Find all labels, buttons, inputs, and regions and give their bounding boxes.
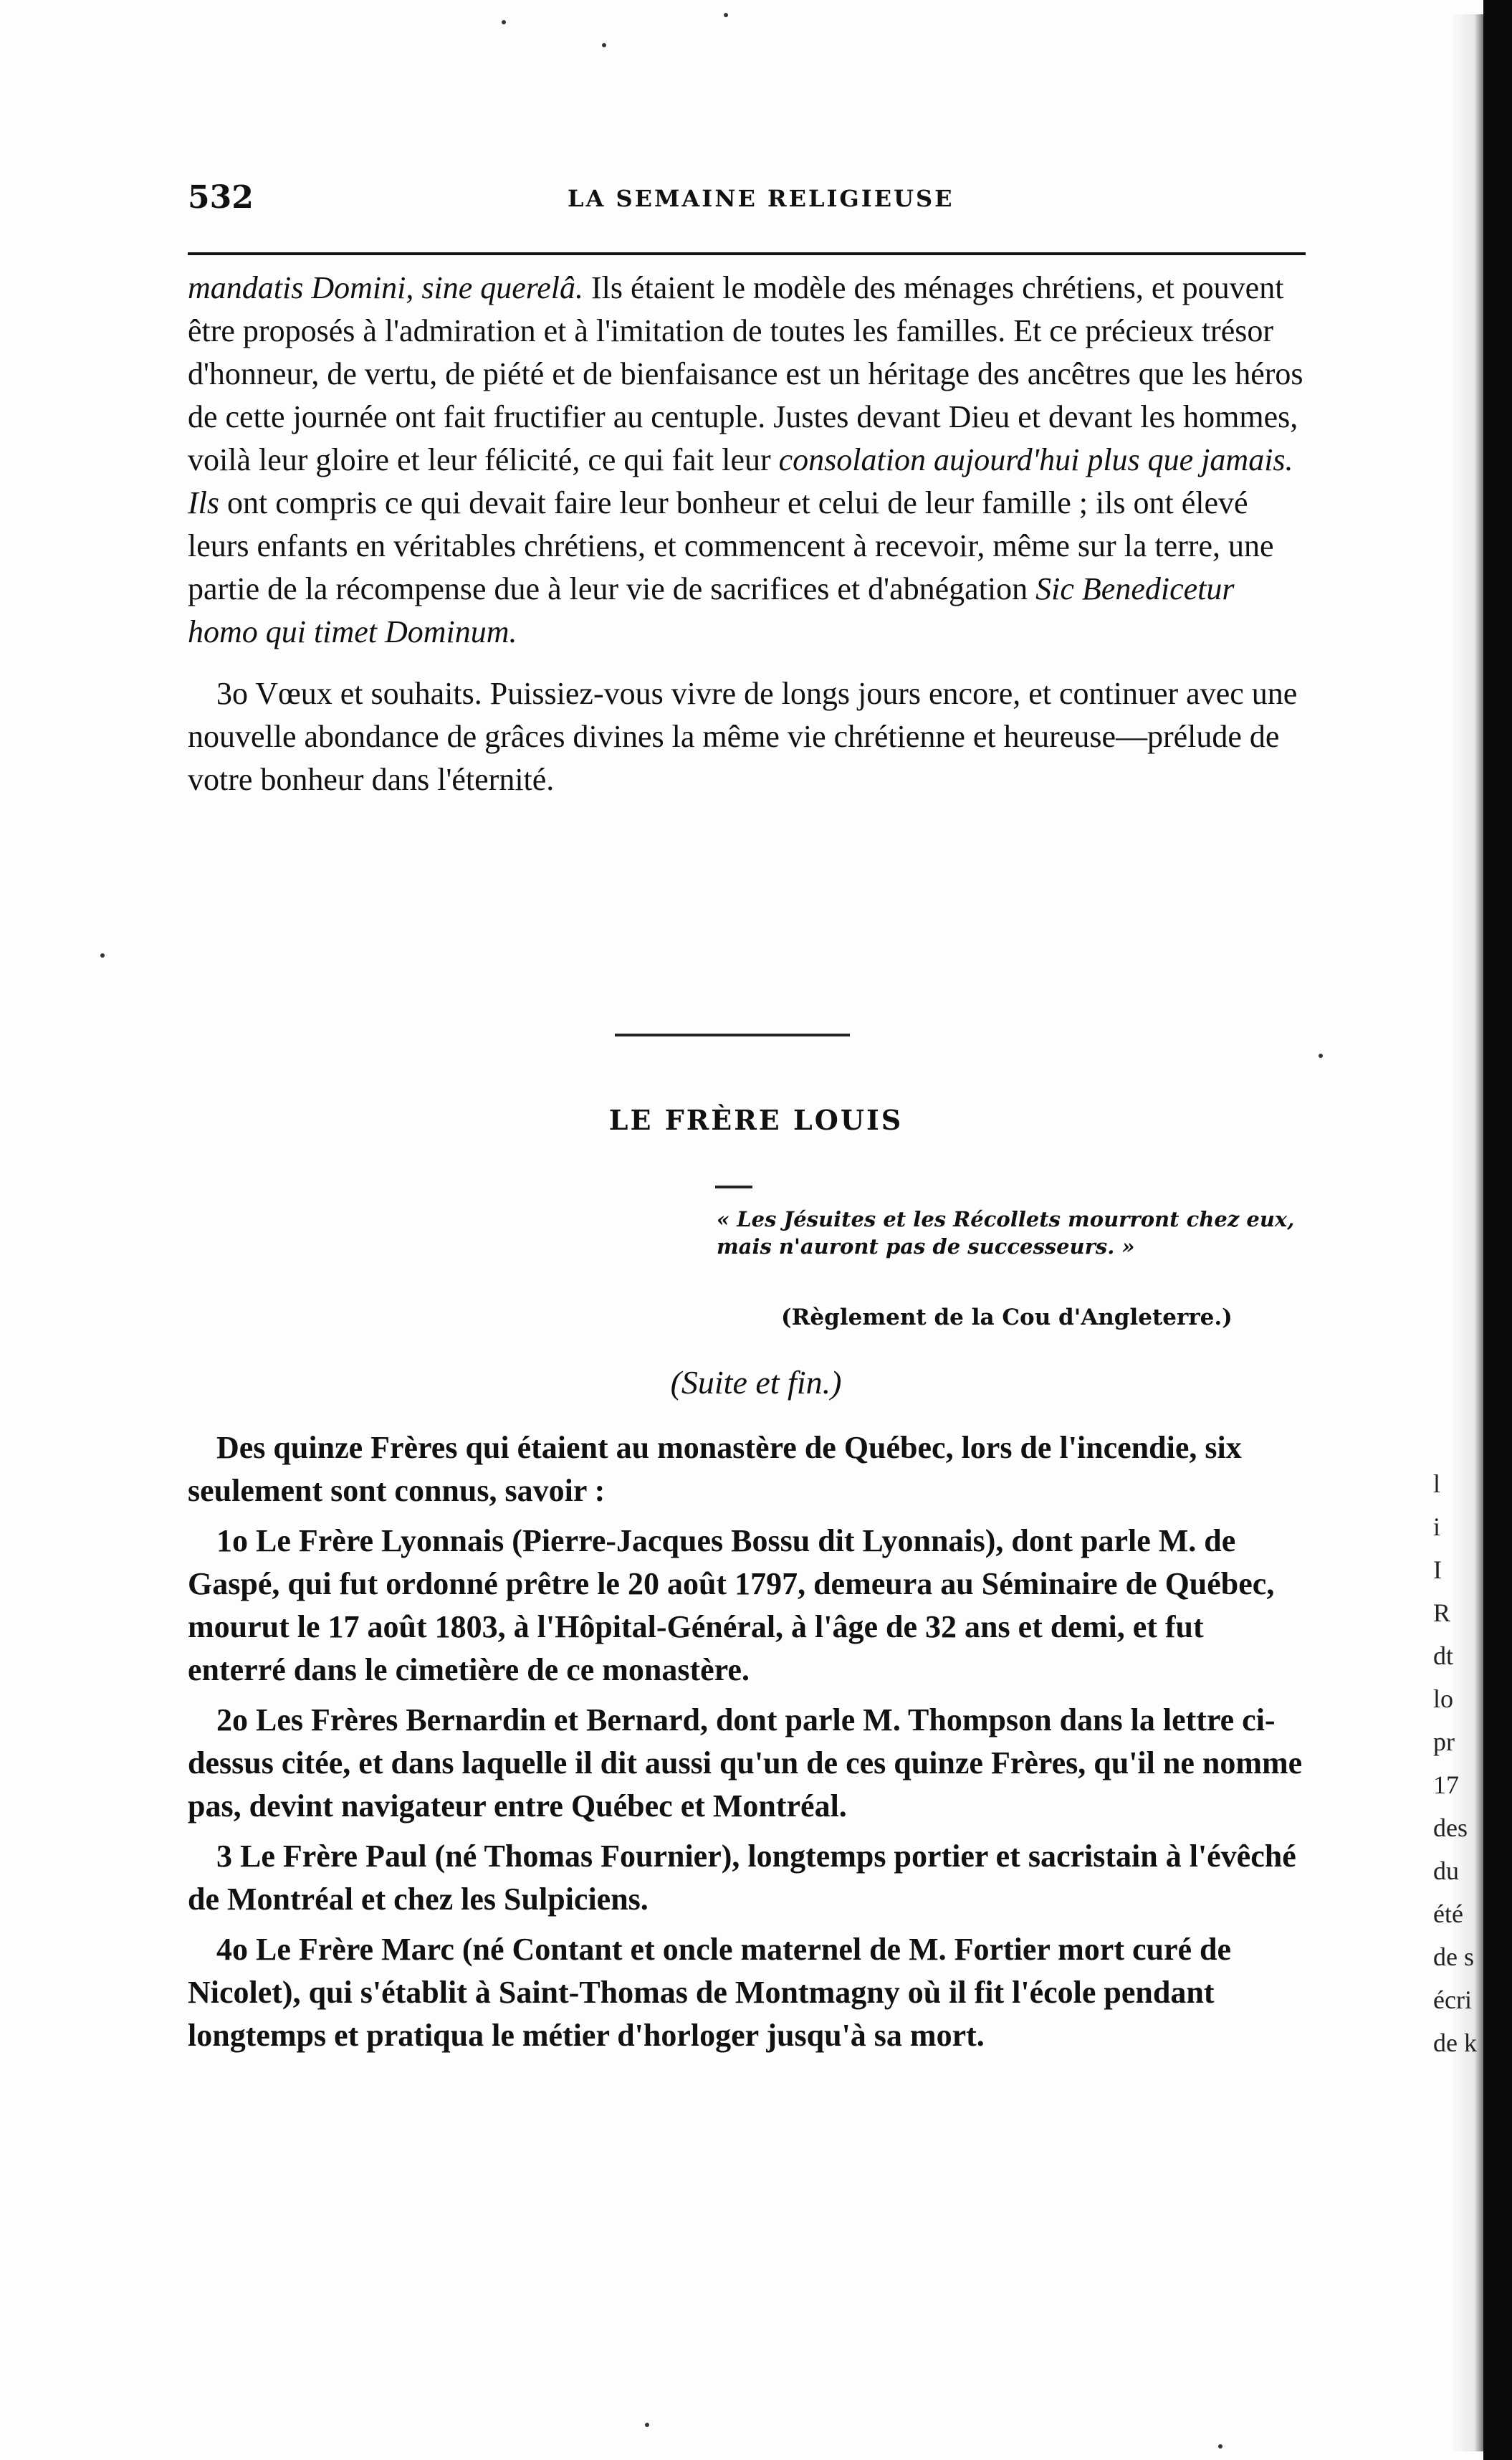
top-text-block — [188, 267, 1306, 801]
page-edge-shadow — [1453, 14, 1483, 2451]
bottom-text-block — [188, 1426, 1306, 2057]
header-rule — [188, 252, 1306, 255]
paragraph-wishes: 3o Vœux et souhaits. Puissiez-vous vivre de longs jours encore, et continuer avec une nouvelle abondance de grâces divines la même vie chrétienne et heureuse—prélude de votre bonheur dans l'éternité. — [188, 676, 1298, 797]
margin-fragment: R — [1433, 1598, 1451, 1627]
margin-fragment: 17 — [1433, 1770, 1459, 1799]
epigraph-source: (Règlement de la Cou d'Angleterre.) — [781, 1305, 1233, 1330]
page-number: 532 — [188, 179, 254, 216]
text-run: ont compris ce qui devait faire leur bonheur et celui de leur famille ; ils ont élevé leurs enfants en véritables chrétiens, et commencent à recevoir, même sur la terre, une partie de la récompense due à leur vie de sacrifices et d'abnégation — [188, 485, 1274, 606]
margin-fragment: de k — [1433, 2028, 1477, 2057]
list-item-4: 4o Le Frère Marc (né Contant et oncle maternel de M. Fortier mort curé de Nicolet), qui s'établit à Saint-Thomas de Montmagny où il fit l'école pendant longtemps et pratiqua le métier d'horloger jusqu'à sa mort. — [188, 1932, 1232, 2053]
text-run: Sic Benedicetur homo qui timet Dominum. — [188, 571, 1235, 649]
scan-speck — [602, 43, 606, 47]
text-run: Ils étaient le modèle des ménages chrétiens, et pouvent être proposés à l'admiration et à l'imitation de toutes les familles. Et ce précieux trésor d'honneur, de vertu, de piété et de bienfaisance est un héritage des ancêtres que les héros de cette journée ont fait fructifier au centuple. Justes devant Dieu et devant les hommes, voilà leur gloire et leur félicité, ce qui fait leur — [188, 270, 1303, 477]
epigraph-text: « Les Jésuites et les Récollets mourront chez eux, mais n'auront pas de successeurs. » — [717, 1207, 1295, 1259]
margin-fragment: I — [1433, 1555, 1442, 1584]
margin-fragment: écri — [1433, 1985, 1472, 2014]
list-item-3: 3 Le Frère Paul (né Thomas Fournier), longtemps portier et sacristain à l'évêché de Montréal et chez les Sulpiciens. — [188, 1839, 1296, 1917]
margin-fragment: du — [1433, 1856, 1459, 1885]
scan-speck — [100, 953, 105, 958]
list-item-1: 1o Le Frère Lyonnais (Pierre-Jacques Bossu dit Lyonnais), dont parle M. de Gaspé, qui fut ordonné prêtre le 20 août 1797, demeura au Séminaire de Québec, mourut le 17 août 1803, à l'Hôpital-Général, à l'âge de 32 ans et demi, et fut enterré dans le cimetière de ce monastère. — [188, 1523, 1275, 1687]
margin-fragment: pr — [1433, 1727, 1455, 1756]
margin-fragment: i — [1433, 1512, 1441, 1541]
margin-fragment: de s — [1433, 1942, 1474, 1971]
margin-fragment: des — [1433, 1813, 1468, 1842]
paragraph-praise — [188, 267, 1306, 654]
scan-speck — [1218, 2444, 1222, 2449]
running-header — [188, 179, 1306, 222]
binding-edge — [1483, 0, 1512, 2460]
section-title: LE FRÈRE LOUIS — [608, 1104, 904, 1136]
margin-fragments — [1433, 1462, 1491, 2064]
continuation-note: (Suite et fin.) — [670, 1364, 842, 1401]
text-run: mandatis Domini, sine querelâ. — [188, 270, 583, 305]
title-rule — [715, 1186, 752, 1188]
margin-fragment: lo — [1433, 1684, 1454, 1713]
margin-fragment: l — [1433, 1469, 1441, 1498]
list-item-2: 2o Les Frères Bernardin et Bernard, dont parle M. Thompson dans la lettre ci-dessus citée, et dans laquelle il dit aussi qu'un de ces quinze Frères, qu'il ne nomme pas, devint navigateur entre Québec et Montréal. — [188, 1702, 1303, 1823]
section-divider — [615, 1034, 850, 1036]
paragraph-intro: Des quinze Frères qui étaient au monastère de Québec, lors de l'incendie, six seulement sont connus, savoir : — [188, 1430, 1242, 1508]
scan-speck — [724, 13, 728, 17]
margin-fragment: été — [1433, 1899, 1463, 1928]
running-title: LA SEMAINE RELIGIEUSE — [568, 185, 954, 212]
margin-fragment: dt — [1433, 1641, 1454, 1670]
scan-speck — [645, 2423, 649, 2427]
text-run: consolation aujourd'hui plus que jamais. Ils — [188, 442, 1293, 520]
scan-speck — [502, 20, 506, 24]
epigraph-quote — [717, 1206, 1304, 1260]
scan-speck — [1319, 1054, 1323, 1058]
